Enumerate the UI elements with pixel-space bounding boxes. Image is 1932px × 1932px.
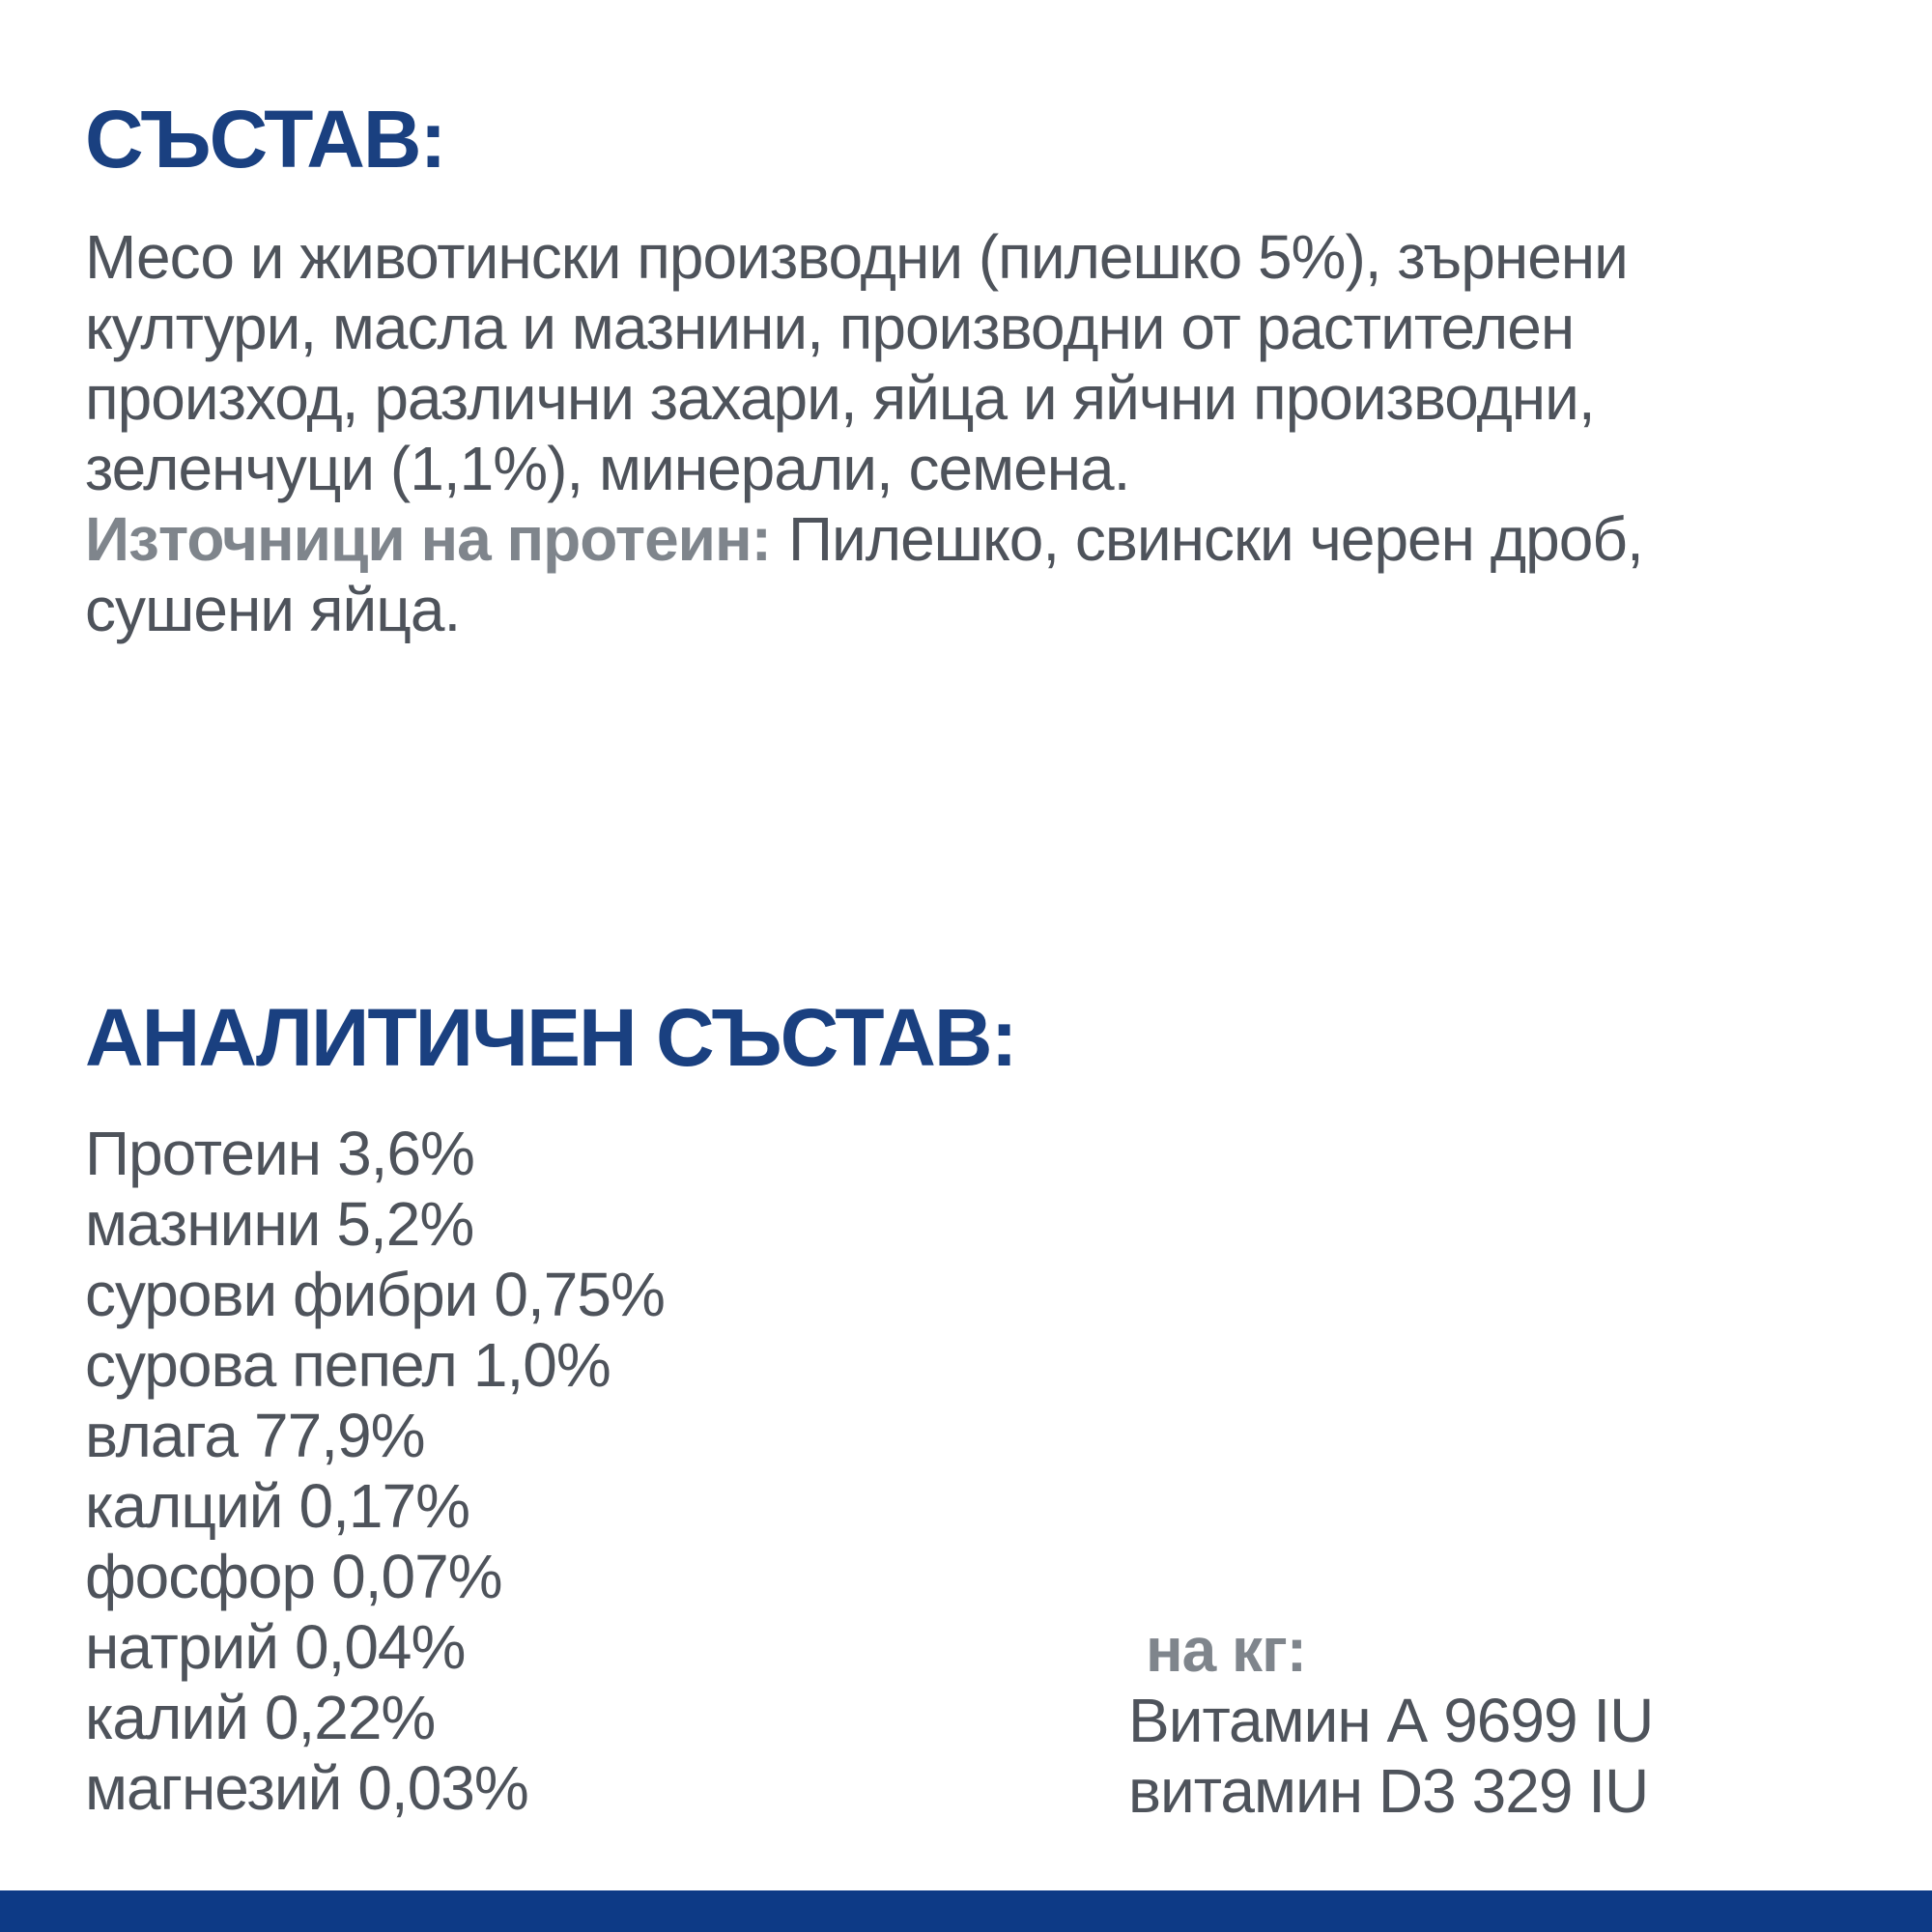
protein-sources-text: Пилешко, свински черен дроб, bbox=[787, 504, 1643, 574]
nutrient-name: калий bbox=[85, 1683, 248, 1752]
ingredient-line: Месо и животински производни (пилешко 5%), зърнени bbox=[85, 222, 1628, 292]
nutrient-name: магнезий bbox=[85, 1753, 342, 1823]
nutrient-name: Протеин bbox=[85, 1119, 322, 1188]
nutrient-name: сурова пепел bbox=[85, 1330, 457, 1400]
ingredient-line: произход, различни захари, яйца и яйчни производни, bbox=[85, 363, 1595, 433]
per-kg-label: на кг: bbox=[1146, 1615, 1307, 1685]
nutrient-row bbox=[85, 1612, 665, 1683]
per-kg-label-row bbox=[1128, 1615, 1653, 1686]
nutrient-name: влага bbox=[85, 1401, 238, 1470]
nutrient-row bbox=[85, 1753, 665, 1824]
nutrient-row bbox=[85, 1471, 665, 1542]
ingredient-line: култури, масла и мазнини, производни от растителен bbox=[85, 293, 1575, 362]
nutrient-name: калций bbox=[85, 1471, 283, 1541]
nutrient-name: сурови фибри bbox=[85, 1260, 478, 1329]
nutrient-value: 0,07% bbox=[331, 1542, 502, 1611]
nutrient-name: мазнини bbox=[85, 1189, 321, 1259]
nutrient-value: 0,04% bbox=[294, 1612, 466, 1682]
nutrient-value: 77,9% bbox=[254, 1401, 425, 1470]
vitamin-value: 329 IU bbox=[1471, 1756, 1649, 1826]
ingredient-line: зеленчуци (1,1%), минерали, семена. bbox=[85, 434, 1130, 503]
nutrient-value: 0,17% bbox=[298, 1471, 469, 1541]
nutrient-row bbox=[85, 1401, 665, 1471]
composition-title: СЪСТАВ: bbox=[85, 94, 445, 185]
nutrient-value: 0,75% bbox=[494, 1260, 665, 1329]
protein-sources-label: Източници на протеин: bbox=[85, 504, 771, 574]
nutrient-list bbox=[85, 1119, 665, 1824]
protein-sources-line-continued: сушени яйца. bbox=[85, 575, 461, 644]
nutrient-row bbox=[85, 1683, 665, 1753]
nutrient-value: 1,0% bbox=[472, 1330, 611, 1400]
vitamin-row bbox=[1128, 1756, 1653, 1827]
nutrient-name: натрий bbox=[85, 1612, 278, 1682]
nutrient-row bbox=[85, 1260, 665, 1330]
vitamin-value: 9699 IU bbox=[1443, 1686, 1654, 1755]
per-kg-block bbox=[1128, 1615, 1653, 1827]
nutrient-value: 0,22% bbox=[264, 1683, 436, 1752]
protein-sources-line bbox=[85, 504, 1643, 575]
nutrient-row bbox=[85, 1119, 665, 1189]
nutrient-value: 5,2% bbox=[336, 1189, 474, 1259]
vitamin-name: витамин D3 bbox=[1128, 1756, 1456, 1826]
nutrient-row bbox=[85, 1542, 665, 1612]
vitamin-row bbox=[1128, 1686, 1653, 1756]
bottom-bar bbox=[0, 1890, 1932, 1932]
ingredients-paragraph bbox=[85, 222, 1643, 645]
vitamin-name: Витамин А bbox=[1128, 1686, 1428, 1755]
analytical-title: АНАЛИТИЧЕН СЪСТАВ: bbox=[85, 992, 1016, 1083]
nutrient-value: 0,03% bbox=[357, 1753, 528, 1823]
nutrient-value: 3,6% bbox=[337, 1119, 474, 1188]
nutrient-row bbox=[85, 1189, 665, 1260]
nutrient-row bbox=[85, 1330, 665, 1401]
nutrient-name: фосфор bbox=[85, 1542, 316, 1611]
